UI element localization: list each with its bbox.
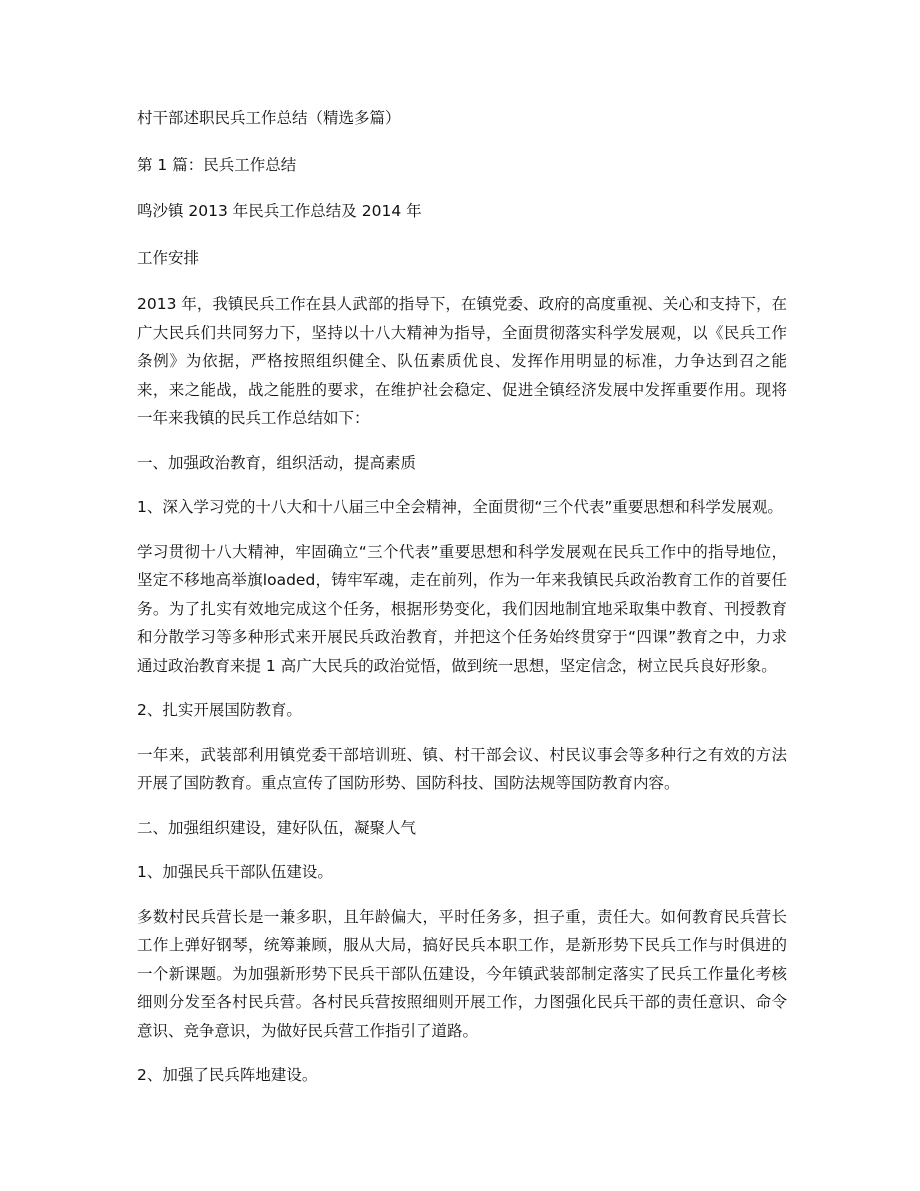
item-1-2-body: 一年来，武装部利用镇党委干部培训班、镇、村干部会议、村民议事会等多种行之有效的方法开展了国防教育。重点宣传了国防形势、国防科技、国防法规等国防教育内容。: [137, 745, 787, 792]
chapter-heading: 第 1 篇：民兵工作总结: [137, 155, 297, 174]
subtitle-line-2: 工作安排: [137, 248, 200, 267]
intro-paragraph: 2013 年，我镇民兵工作在县人武部的指导下，在镇党委、政府的高度重视、关心和支持下，在广大民兵们共同努力下，坚持以十八大精神为指导，全面贯彻落实科学发展观，以《民兵工作条例》为依据，严格按照组织健全、队伍素质优良、发挥作用明显的标准，力争达到召之能来，来之能战，战之能胜的要求，在维护社会稳定、促进全镇经济发展中发挥重要作用。现将一年来我镇的民兵工作总结如下：: [137, 295, 787, 427]
item-2-1-heading: 1、加强民兵干部队伍建设。: [137, 863, 333, 881]
item-1-1-heading: 1、深入学习党的十八大和十八届三中全会精神，全面贯彻“三个代表”重要思想和科学发展观。: [137, 498, 783, 516]
item-1-2-heading: 2、扎实开展国防教育。: [137, 701, 302, 719]
item-2-2-heading: 2、加强了民兵阵地建设。: [137, 1066, 318, 1084]
section-2-heading: 二、加强组织建设，建好队伍，凝聚人气: [137, 818, 417, 837]
item-1-1-body: 学习贯彻十八大精神，牢固确立“三个代表”重要思想和科学发展观在民兵工作中的指导地位，坚定不移地高举旗loaded，铸牢军魂，走在前列，作为一年来我镇民兵政治教育工作的首要任务。为了扎实有效地完成这个任务，根据形势变化，我们因地制宜地采取集中教育、刊授教育和分散学习等多种形式来开展民兵政治教育，并把这个任务始终贯穿于“四课”教育之中，力求通过政治教育来提 1 高广大民兵的政治觉悟，做到统一思想，坚定信念，树立民兵良好形象。: [137, 542, 787, 675]
section-1-heading: 一、加强政治教育，组织活动，提高素质: [137, 453, 417, 472]
item-2-1-body: 多数村民兵营长是一兼多职，且年龄偏大，平时任务多，担子重，责任大。如何教育民兵营长工作上弹好钢琴，统筹兼顾，服从大局，搞好民兵本职工作，是新形势下民兵工作与时俱进的一个新课题。为加强新形势下民兵干部队伍建设，今年镇武装部制定落实了民兵工作量化考核细则分发至各村民兵营。各村民兵营按照细则开展工作，力图强化民兵干部的责任意识、命令意识、竞争意识，为做好民兵营工作指引了道路。: [137, 907, 787, 1040]
subtitle-line-1: 鸣沙镇 2013 年民兵工作总结及 2014 年: [137, 202, 422, 220]
document-title: 村干部述职民兵工作总结（精选多篇）: [137, 109, 401, 127]
document-page: [137, 104, 787, 1090]
